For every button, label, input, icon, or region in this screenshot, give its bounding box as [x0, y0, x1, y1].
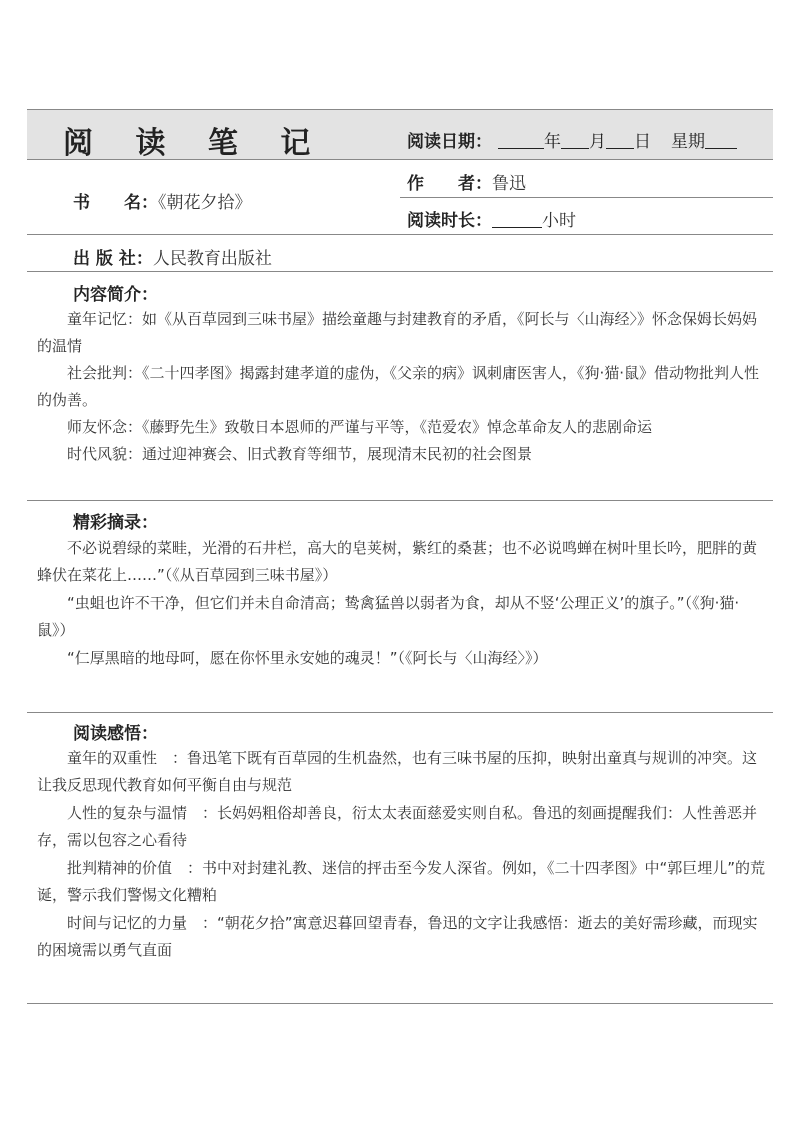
divider [27, 500, 773, 501]
publisher-row [73, 244, 272, 269]
reflections-heading: 阅读感悟： [73, 724, 158, 744]
date-label: 阅读日期： [407, 132, 492, 152]
duration-label: 阅读时长： [407, 211, 492, 231]
book-title-row [73, 188, 252, 213]
reflection-item: 批判精神的价值 ：书中对封建礼教、迷信的抨击至今发人深省。例如，《二十四孝图》中“郭巨埋儿”的荒诞，警示我们警惕文化糟粕 [37, 859, 766, 904]
author: 鲁迅 [492, 174, 526, 194]
summary-item: 社会批判：《二十四孝图》揭露封建孝道的虚伪，《父亲的病》讽刺庸医害人，《狗·猫·鼠》借动物批判人性的伪善。 [37, 364, 760, 409]
duration-unit: 小时 [542, 211, 576, 231]
divider [400, 197, 773, 198]
publisher-label: 出 版 社： [73, 249, 153, 269]
weekday-label: 星期 [671, 132, 705, 152]
day-blank[interactable] [606, 132, 634, 149]
summary-item: 时代风貌：通过迎神赛会、旧式教育等细节，展现清末民初的社会图景 [67, 445, 533, 463]
book-title: 《朝花夕拾》 [158, 193, 252, 213]
divider [27, 234, 773, 235]
excerpts-heading: 精彩摘录： [73, 513, 158, 533]
divider [27, 712, 773, 713]
year-blank[interactable] [498, 132, 544, 149]
excerpt-item: “仁厚黑暗的地母呵，愿在你怀里永安她的魂灵！”（《阿长与〈山海经〉》） [67, 649, 548, 667]
excerpt-item: 不必说碧绿的菜畦，光滑的石井栏，高大的皂荚树，紫红的桑葚；也不必说鸣蝉在树叶里长吟，肥胖的黄蜂伏在菜花上……”（《从百草园到三味书屋》） [37, 539, 758, 584]
reading-date [407, 127, 737, 152]
reflection-item: 童年的双重性 ：鲁迅笔下既有百草园的生机盎然，也有三味书屋的压抑，映射出童真与规训的冲突。这让我反思现代教育如何平衡自由与规范 [37, 749, 758, 794]
author-label: 作 者： [407, 174, 492, 194]
divider [27, 271, 773, 272]
author-row [407, 169, 526, 194]
weekday-blank[interactable] [705, 132, 737, 149]
page-title: 阅 读 笔 记 [63, 126, 327, 161]
divider [27, 1003, 773, 1004]
reflection-item: 时间与记忆的力量 ：“朝花夕拾”寓意迟暮回望青春，鲁迅的文字让我感悟：逝去的美好需珍藏，而现实的困境需以勇气直面 [37, 914, 758, 959]
header-band [27, 109, 773, 160]
year-label: 年 [544, 132, 561, 152]
summary-item: 师友怀念：《藤野先生》致敬日本恩师的严谨与平等，《范爱农》悼念革命友人的悲剧命运 [67, 418, 653, 436]
publisher: 人民教育出版社 [152, 249, 272, 269]
summary-item: 童年记忆：如《从百草园到三味书屋》描绘童趣与封建教育的矛盾，《阿长与〈山海经〉》怀念保姆长妈妈的温情 [37, 310, 758, 355]
duration-blank[interactable] [492, 211, 542, 228]
summary-heading: 内容简介： [73, 285, 158, 305]
excerpt-item: “虫蛆也许不干净，但它们并未自命清高；鸷禽猛兽以弱者为食，却从不竖‘公理正义’的旗子。”（《狗·猫·鼠》） [37, 594, 740, 639]
month-blank[interactable] [561, 132, 589, 149]
reflection-item: 人性的复杂与温情 ：长妈妈粗俗却善良，衍太太表面慈爱实则自私。鲁迅的刻画提醒我们：人性善恶并存，需以包容之心看待 [37, 804, 758, 849]
duration-row [407, 206, 576, 231]
day-label: 日 [634, 132, 651, 152]
month-label: 月 [589, 132, 606, 152]
book-title-label: 书 名： [73, 193, 158, 213]
